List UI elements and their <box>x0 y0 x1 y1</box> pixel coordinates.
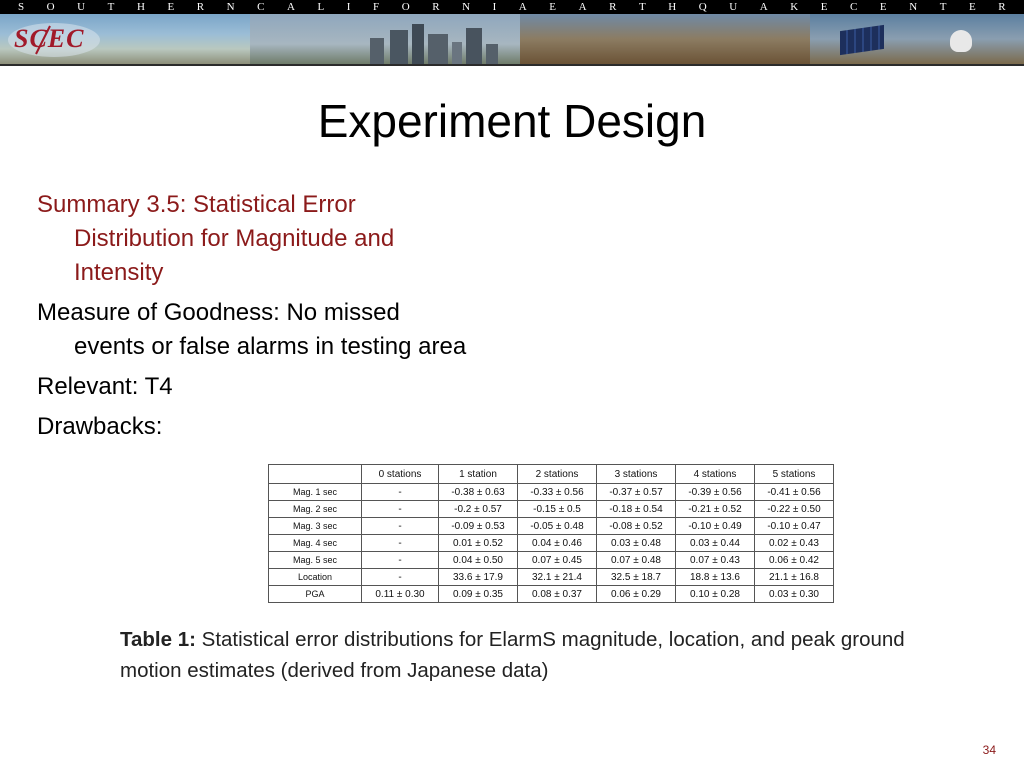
value-cell: -0.10 ± 0.49 <box>676 518 755 535</box>
value-cell: - <box>362 501 439 518</box>
banner-letter: E <box>549 1 557 13</box>
value-cell: -0.33 ± 0.56 <box>518 484 597 501</box>
banner-letter: L <box>317 1 325 13</box>
banner-letter: T <box>939 1 947 13</box>
banner-letter: E <box>879 1 887 13</box>
logo-text: SCEC <box>14 24 85 53</box>
table-header-cell: 1 station <box>439 465 518 484</box>
row-label-cell: Mag. 2 sec <box>269 501 362 518</box>
value-cell: - <box>362 552 439 569</box>
banner-letter: H <box>668 1 677 13</box>
banner-letter: R <box>432 1 440 13</box>
banner-letter: R <box>609 1 617 13</box>
table-row <box>269 535 834 552</box>
row-label-cell: Mag. 4 sec <box>269 535 362 552</box>
table-row <box>269 501 834 518</box>
bullet-summary: Summary 3.5: Statistical Error Distribution for Magnitude and Intensity <box>37 191 395 286</box>
value-cell: -0.09 ± 0.53 <box>439 518 518 535</box>
banner-letter: N <box>226 1 235 13</box>
value-cell: 33.6 ± 17.9 <box>439 569 518 586</box>
row-label-cell: Mag. 3 sec <box>269 518 362 535</box>
banner-letter: C <box>257 1 265 13</box>
bullet-measure-of-goodness: Measure of Goodness: No missed events or false alarms in testing area <box>37 299 467 360</box>
banner-letter: N <box>909 1 918 13</box>
value-cell: 0.10 ± 0.28 <box>676 586 755 603</box>
value-cell: -0.18 ± 0.54 <box>597 501 676 518</box>
value-cell: - <box>362 518 439 535</box>
value-cell: 32.5 ± 18.7 <box>597 569 676 586</box>
value-cell: 21.1 ± 16.8 <box>755 569 834 586</box>
banner-letter: A <box>759 1 768 13</box>
table-header-cell: 4 stations <box>676 465 755 484</box>
value-cell: 0.01 ± 0.52 <box>439 535 518 552</box>
value-cell: -0.22 ± 0.50 <box>755 501 834 518</box>
value-cell: -0.41 ± 0.56 <box>755 484 834 501</box>
table-header-cell: 0 stations <box>362 465 439 484</box>
banner-letter: R <box>196 1 205 13</box>
bullet-relevant: Relevant: T4 <box>37 373 173 400</box>
value-cell: 18.8 ± 13.6 <box>676 569 755 586</box>
scec-logo <box>6 20 106 60</box>
value-cell: 0.03 ± 0.48 <box>597 535 676 552</box>
banner-letter: Q <box>698 1 707 13</box>
table-header-row <box>269 465 834 484</box>
bullet-drawbacks: Drawbacks: <box>37 413 163 440</box>
banner-letter: F <box>373 1 380 13</box>
value-cell: 0.04 ± 0.50 <box>439 552 518 569</box>
row-label-cell: Location <box>269 569 362 586</box>
banner-letter: A <box>578 1 587 13</box>
banner-photo-city <box>250 14 520 64</box>
value-cell: -0.05 ± 0.48 <box>518 518 597 535</box>
caption-label: Table 1: <box>120 628 196 651</box>
value-cell: 0.03 ± 0.30 <box>755 586 834 603</box>
value-cell: -0.15 ± 0.5 <box>518 501 597 518</box>
header-banner <box>0 0 1024 64</box>
banner-letter: I <box>346 1 351 13</box>
banner-letter: E <box>968 1 976 13</box>
value-cell: 0.07 ± 0.45 <box>518 552 597 569</box>
table-body <box>269 484 834 603</box>
table-caption <box>120 624 940 686</box>
banner-letter: O <box>401 1 410 13</box>
value-cell: 0.02 ± 0.43 <box>755 535 834 552</box>
value-cell: 0.07 ± 0.48 <box>597 552 676 569</box>
banner-letter: I <box>492 1 497 13</box>
banner-letter: O <box>46 1 55 13</box>
table-header-cell: 3 stations <box>597 465 676 484</box>
table-row <box>269 569 834 586</box>
row-label-cell: Mag. 1 sec <box>269 484 362 501</box>
caption-text: Statistical error distributions for ElarmS magnitude, location, and peak ground motion estimates (derived from Japanese data) <box>120 628 905 682</box>
banner-letter: R <box>998 1 1006 13</box>
banner-letter: K <box>790 1 799 13</box>
bullet-list <box>37 188 477 450</box>
value-cell: -0.21 ± 0.52 <box>676 501 755 518</box>
row-label-cell: PGA <box>269 586 362 603</box>
value-cell: 0.08 ± 0.37 <box>518 586 597 603</box>
value-cell: - <box>362 569 439 586</box>
table-row <box>269 586 834 603</box>
value-cell: -0.37 ± 0.57 <box>597 484 676 501</box>
value-cell: -0.38 ± 0.63 <box>439 484 518 501</box>
banner-letter: A <box>518 1 527 13</box>
value-cell: - <box>362 535 439 552</box>
value-cell: 0.06 ± 0.29 <box>597 586 676 603</box>
value-cell: -0.10 ± 0.47 <box>755 518 834 535</box>
table-header-cell: 5 stations <box>755 465 834 484</box>
table-row <box>269 484 834 501</box>
error-distribution-table <box>268 464 834 603</box>
table-row <box>269 518 834 535</box>
value-cell: -0.08 ± 0.52 <box>597 518 676 535</box>
page-number: 34 <box>982 743 996 757</box>
banner-letter: U <box>77 1 86 13</box>
banner-letter: T <box>107 1 115 13</box>
value-cell: 32.1 ± 21.4 <box>518 569 597 586</box>
value-cell: 0.07 ± 0.43 <box>676 552 755 569</box>
banner-photo-people <box>520 14 810 64</box>
banner-letter: C <box>850 1 858 13</box>
value-cell: 0.11 ± 0.30 <box>362 586 439 603</box>
header-rule <box>0 64 1024 66</box>
value-cell: - <box>362 484 439 501</box>
value-cell: -0.2 ± 0.57 <box>439 501 518 518</box>
banner-letter: S <box>18 1 25 13</box>
banner-letter: U <box>729 1 738 13</box>
banner-letter: A <box>287 1 295 13</box>
banner-letter: E <box>167 1 175 13</box>
banner-letter: E <box>820 1 828 13</box>
value-cell: 0.06 ± 0.42 <box>755 552 834 569</box>
row-label-cell: Mag. 5 sec <box>269 552 362 569</box>
banner-letter: T <box>638 1 646 13</box>
value-cell: 0.04 ± 0.46 <box>518 535 597 552</box>
table-header-cell <box>269 465 362 484</box>
banner-letter: N <box>462 1 471 13</box>
table-header-cell: 2 stations <box>518 465 597 484</box>
table-row <box>269 552 834 569</box>
organization-name-strip <box>0 0 1024 14</box>
banner-photo-gps-station <box>810 14 1024 64</box>
banner-letter: H <box>136 1 145 13</box>
slide-title: Experiment Design <box>317 95 707 147</box>
value-cell: 0.03 ± 0.44 <box>676 535 755 552</box>
value-cell: -0.39 ± 0.56 <box>676 484 755 501</box>
value-cell: 0.09 ± 0.35 <box>439 586 518 603</box>
